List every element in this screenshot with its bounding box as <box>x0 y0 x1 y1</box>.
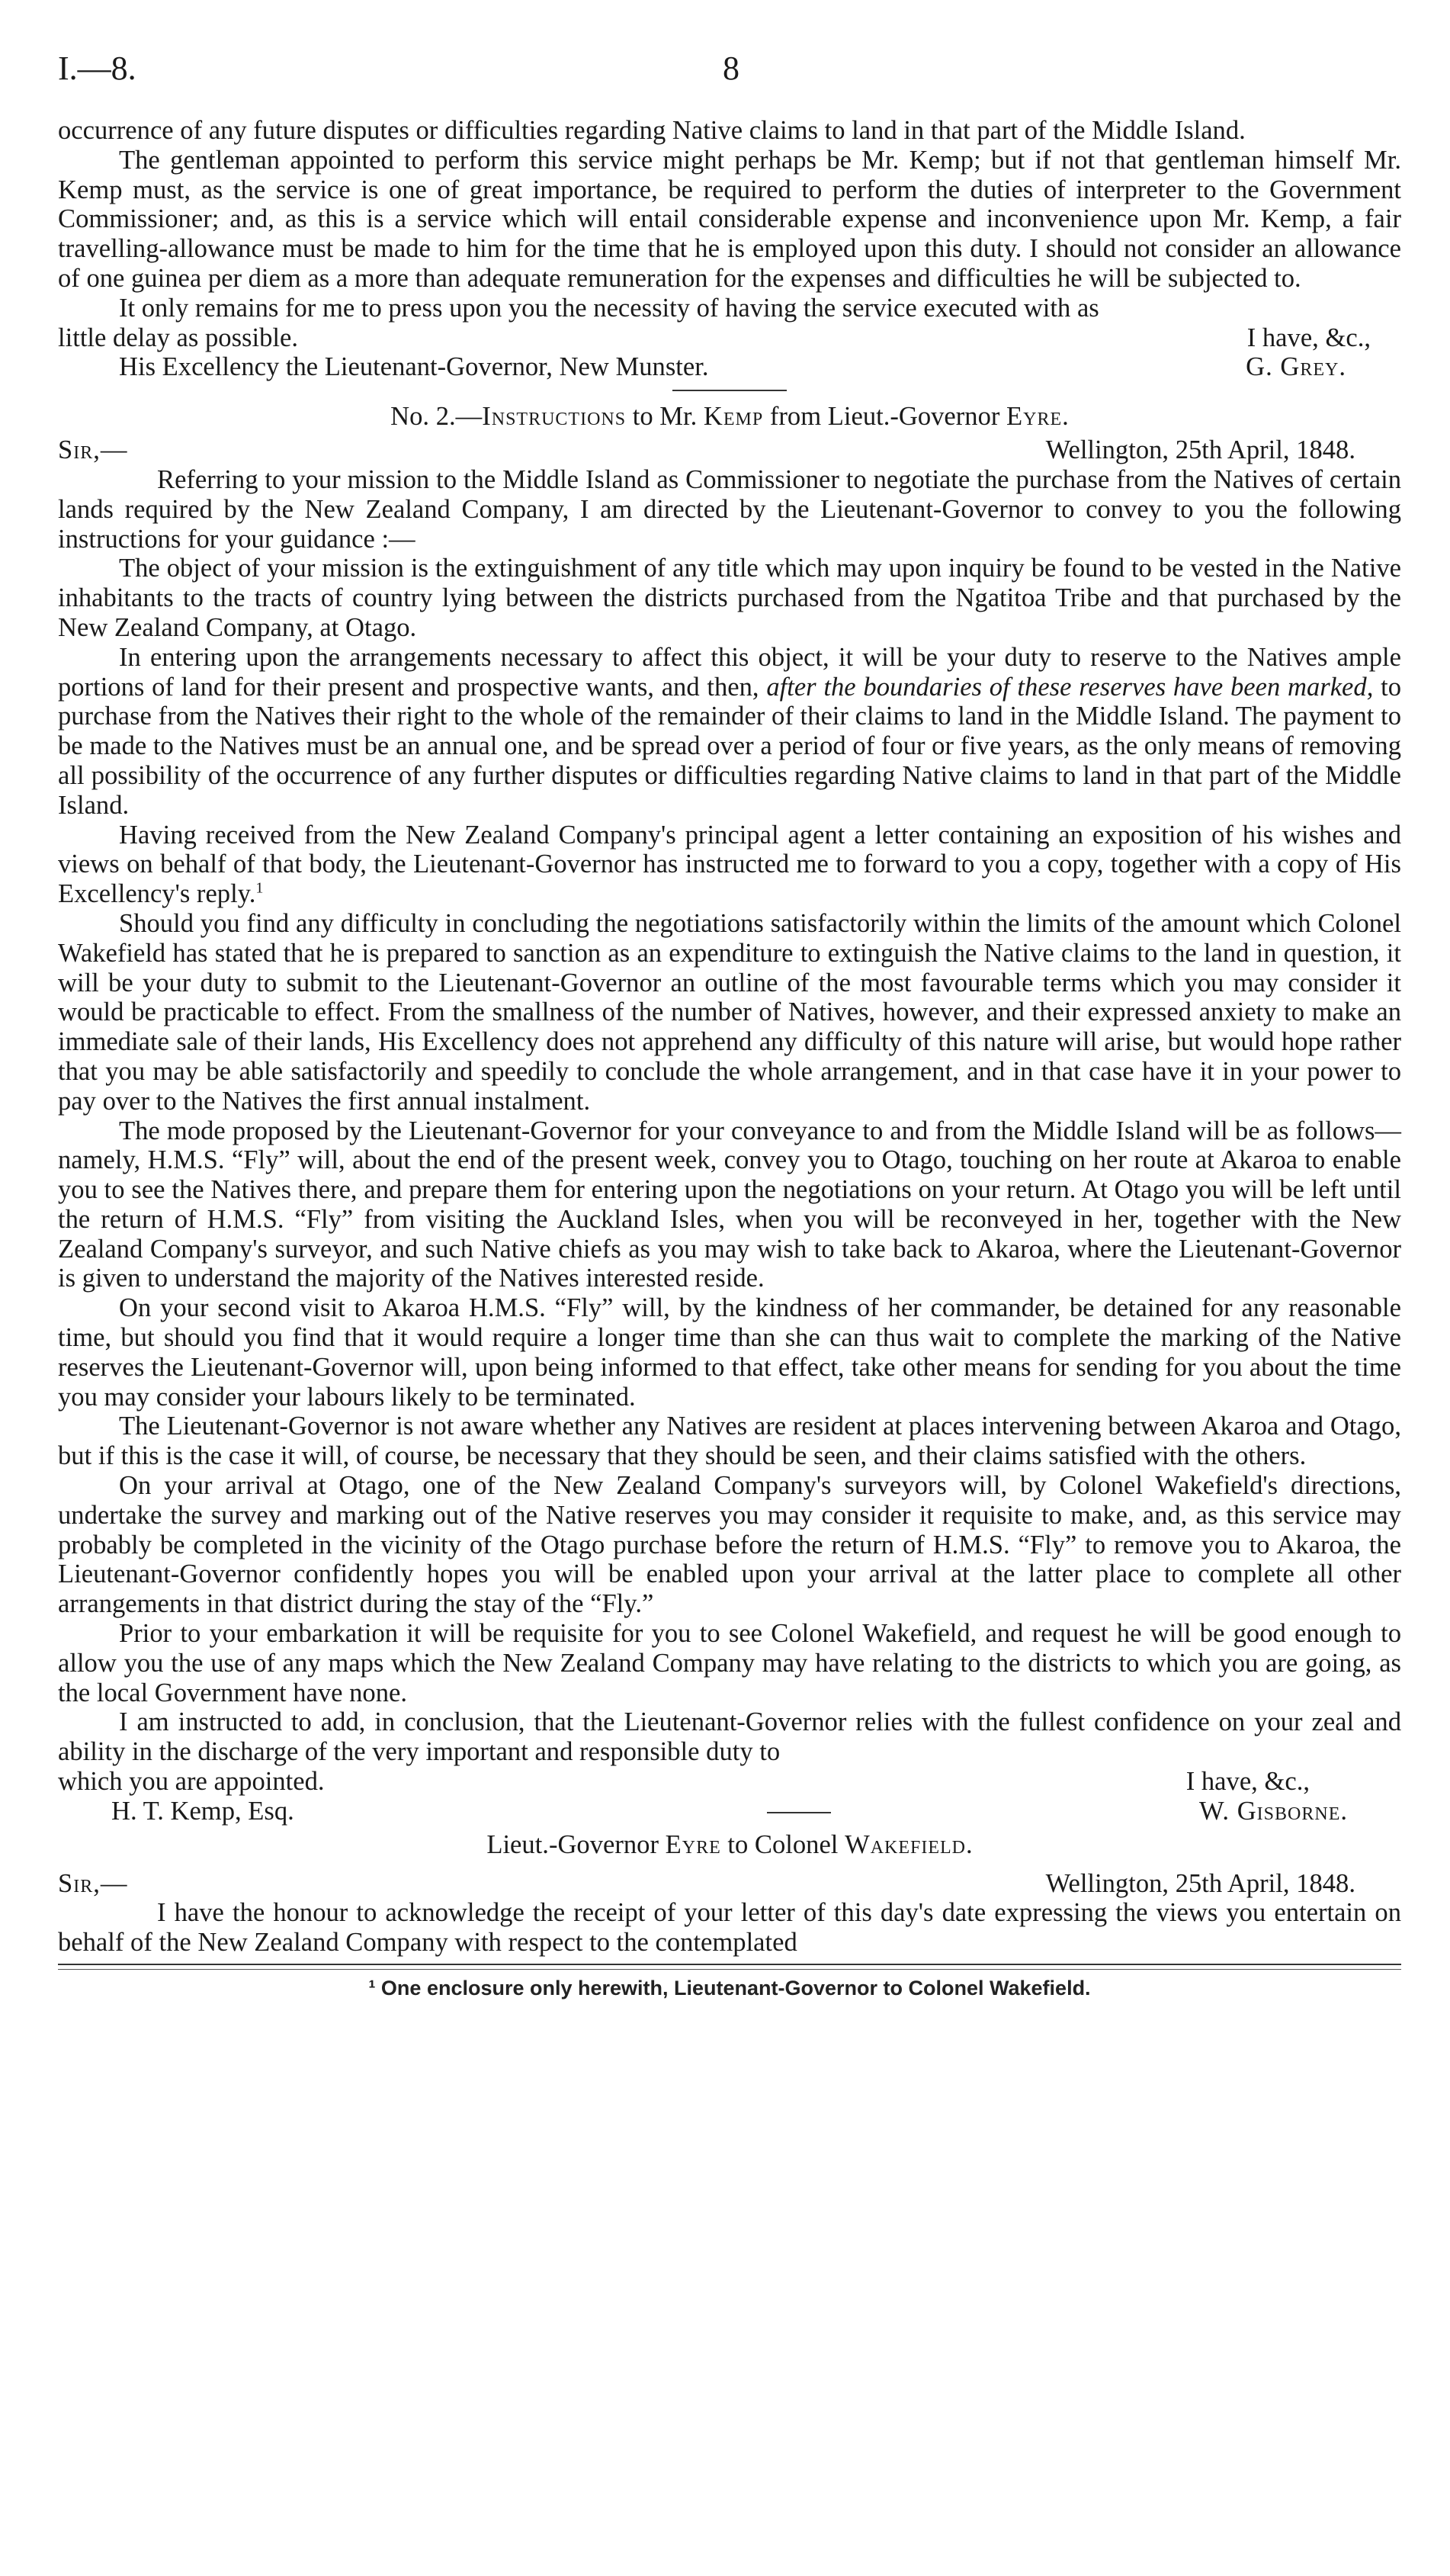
letter-date: Wellington, 25th April, 1848. <box>1045 435 1355 465</box>
closing-line <box>58 1767 1401 1797</box>
paragraph: I have the honour to acknowledge the receipt of your letter of this day's date expressing the views you entertain on behalf of the New Zealand Company with respect to the contemplated <box>58 1898 1401 1958</box>
document-reference: I.—8. <box>58 50 136 87</box>
paragraph: The object of your mission is the extinguishment of any title which may upon inquiry be found to be vested in the Native inhabitants to the tracts of country lying between the districts purchased from the Ngatitoa Tribe and that purchased by the New Zealand Company, at Otago. <box>58 554 1401 642</box>
paragraph: Having received from the New Zealand Company's principal agent a letter containing an exposition of his wishes and views on behalf of that body, the Lieutenant-Governor has instructed me to forward to you a copy, together with a copy of His Excellency's reply.$^1$ <box>58 820 1401 909</box>
dash-divider <box>767 1812 831 1813</box>
signature: G. Grey. <box>1246 352 1346 382</box>
letter-date: Wellington, 25th April, 1848. <box>1045 1868 1355 1898</box>
footnote-rule <box>58 1964 1401 1965</box>
section-title: No. 2.—Instructions to Mr. Kemp from Lieut.-Governor Eyre. <box>390 402 1069 432</box>
paragraph: The gentleman appointed to perform this service might perhaps be Mr. Kemp; but if not that gentleman himself Mr. Kemp must, as the service is one of great importance, be required to perform the duties of interpreter to the Government Commissioner; and, as this is a service which will entail considerable expense and inconvenience upon Mr. Kemp, a fair travelling-allowance must be made to him for the time that he is employed upon this duty. I should not consider an allowance of one guinea per diem as a more than adequate remuneration for the expenses and difficulties he will be subjected to. <box>58 145 1401 293</box>
paragraph: The mode proposed by the Lieutenant-Governor for your conveyance to and from the Middle Island will be as follows—namely, H.M.S. “Fly” will, about the end of the present week, convey you to Otago, touching on her route at Akaroa to enable you to see the Natives there, and prepare them for entering upon the negotiations on your return. At Otago you will be left until the return of H.M.S. “Fly” from visiting the Auckland Isles, when you will be reconveyed in her, together with the New Zealand Company's surveyor, and such Native chiefs as you may wish to take back to Akaroa, where the Lieutenant-Governor is given to understand the majority of the Natives interested reside. <box>58 1116 1401 1293</box>
paragraph: The Lieutenant-Governor is not aware whether any Natives are resident at places intervening between Akaroa and Otago, but if this is the case it will, of course, be necessary that they should be seen, and their claims satisfied with the others. <box>58 1412 1401 1471</box>
section-divider <box>672 390 787 391</box>
closing-line <box>58 323 1401 353</box>
salutation-line <box>58 435 1401 465</box>
paragraph: I am instructed to add, in conclusion, that the Lieutenant-Governor relies with the fullest confidence on your zeal and ability in the discharge of the very important and responsible duty to <box>58 1707 1401 1767</box>
paragraph: On your arrival at Otago, one of the New Zealand Company's surveyors will, by Colonel Wakefield's directions, undertake the survey and marking out of the Native reserves you may consider it requisite to make, and, as this service may probably be completed in the vicinity of the Otago purchase before the return of H.M.S. “Fly” to remove you to Akaroa, the Lieutenant-Governor confidently hopes you will be enabled upon your arrival at the latter place to complete all other arrangements in that district during the stay of the “Fly.” <box>58 1471 1401 1619</box>
footnote-marker: 1 <box>255 879 264 897</box>
paragraph: On your second visit to Akaroa H.M.S. “Fly” will, by the kindness of her commander, be detained for any reasonable time, but should you find that it would require a longer time than she can thus wait to complete the marking of the Native reserves the Lieutenant-Governor will, upon being informed to that effect, take other means for sending for you about the time you may consider your labours likely to be terminated. <box>58 1293 1401 1412</box>
paragraph: Should you find any difficulty in concluding the negotiations satisfactorily within the limits of the amount which Colonel Wakefield has stated that he is prepared to sanction as an expenditure to extinguish the Native claims to the land in question, it will be your duty to submit to the Lieutenant-Governor an outline of the most favourable terms which you may consider it would be practicable to effect. From the smallness of the number of Natives, however, and their expressed anxiety to make an immediate sale of their lands, His Excellency does not apprehend any difficulty of this nature will arise, but would hope rather that you may be able satisfactorily and speedily to conclude the whole arrangement, and in that case have it in your power to pay over to the Natives the first annual instalment. <box>58 908 1401 1116</box>
footnote: ¹ One enclosure only herewith, Lieutenant-Governor to Colonel Wakefield. <box>368 1977 1091 2000</box>
continuation-paragraph: occurrence of any future disputes or difficulties regarding Native claims to land in that part of the Middle Island. <box>58 116 1246 145</box>
document-page <box>58 49 1401 2002</box>
footnote-rule-thin <box>58 1969 1401 1970</box>
salutation: Sir,— <box>58 435 128 465</box>
paragraph-end: which you are appointed. <box>58 1767 325 1797</box>
addressee: H. T. Kemp, Esq. <box>111 1796 294 1826</box>
italic-phrase: after the boundaries of these reserves have been marked, <box>766 672 1374 702</box>
paragraph: It only remains for me to press upon you the necessity of having the service executed with as <box>119 293 1099 323</box>
paragraph-end: little delay as possible. <box>58 323 298 352</box>
signature: W. Gisborne. <box>1198 1796 1348 1826</box>
salutation-line <box>58 1869 1401 1899</box>
signature-line <box>58 352 1401 382</box>
section-heading: Lieut.-Governor Eyre to Colonel Wakefield. <box>486 1829 973 1859</box>
page-header <box>58 49 1401 116</box>
paragraph: Referring to your mission to the Middle Island as Commissioner to negotiate the purchase from the Natives of certain lands required by the New Zealand Company, I am directed by the Lieutenant-Governor to convey to you the following instructions for your guidance :— <box>58 464 1401 554</box>
addressee: His Excellency the Lieutenant-Governor, New Munster. <box>119 352 709 382</box>
signature-line <box>58 1797 1401 1827</box>
closing-formula: I have, &c., <box>1185 1767 1310 1797</box>
paragraph: In entering upon the arrangements necessary to affect this object, it will be your duty to reserve to the Natives ample portions of land for their present and prospective wants, and then, after the boundaries of these reserves have been marked, to purchase from the Natives their right to the whole of the remainder of their claims to land in the Middle Island. The payment to be made to the Natives must be an annual one, and be spread over a period of four or five years, as the only means of removing all possibility of the occurrence of any further disputes or difficulties regarding Native claims to land in that part of the Middle Island. <box>58 642 1402 820</box>
closing-formula: I have, &c., <box>1246 323 1371 352</box>
paragraph: Prior to your embarkation it will be requisite for you to see Colonel Wakefield, and request he will be good enough to allow you the use of any maps which the New Zealand Company may have relating to the districts to which you are going, as the local Government have none. <box>58 1619 1401 1707</box>
salutation: Sir,— <box>58 1868 128 1898</box>
page-number: 8 <box>723 50 739 87</box>
